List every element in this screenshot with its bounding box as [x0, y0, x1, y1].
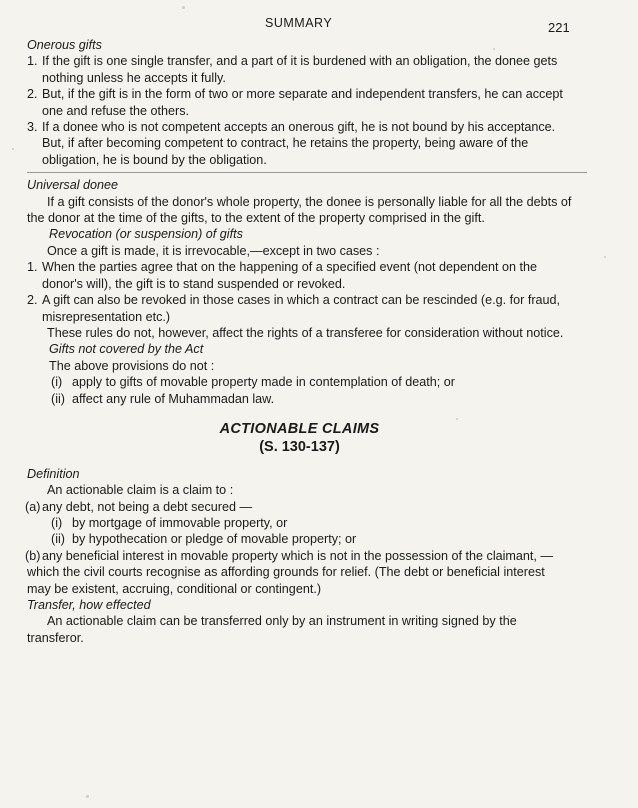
clause-letter: (b)	[25, 548, 41, 563]
item-number: 1.	[27, 54, 38, 69]
clause-a-subitem	[27, 531, 572, 547]
page-header	[0, 16, 638, 36]
running-head: SUMMARY	[265, 16, 333, 30]
item-number: (ii)	[51, 391, 65, 406]
page-content	[27, 37, 572, 646]
section-divider	[27, 172, 587, 173]
item-number: 3.	[27, 120, 38, 135]
scan-speck	[86, 795, 89, 798]
revocation-intro: Once a gift is made, it is irrevocable,—except in two cases :	[47, 243, 380, 258]
item-number: 1.	[27, 260, 38, 275]
item-number: 2.	[27, 293, 38, 308]
item-number: (i)	[51, 375, 63, 390]
onerous-item	[27, 86, 572, 119]
universal-donee-heading: Universal donee	[27, 178, 119, 193]
clause-a-subitem	[27, 515, 572, 531]
onerous-item	[27, 119, 572, 168]
not-covered-item	[27, 391, 572, 407]
definition-closing: which the civil courts recognise as affording grounds for relief. (The debt or beneficial interest may be existent, accruing, conditional or contingent.)	[27, 565, 545, 596]
section-subtitle: (S. 130-137)	[259, 439, 340, 456]
item-text: If a donee who is not competent accepts an onerous gift, he is not bound by his acceptance. But, if after becoming competent to contract, he retains the property, being aware of the obligation, he is bound by the obligation.	[42, 120, 556, 167]
onerous-gifts-heading: Onerous gifts	[27, 38, 102, 52]
scan-speck	[12, 148, 14, 150]
page-number: 221	[548, 20, 570, 35]
not-covered-heading: Gifts not covered by the Act	[49, 342, 204, 357]
revocation-heading: Revocation (or suspension) of gifts	[49, 227, 243, 242]
clause-text: any beneficial interest in movable property which is not in the possession of the claimant, —	[42, 548, 554, 563]
definition-intro: An actionable claim is a claim to :	[47, 483, 234, 498]
item-number: 2.	[27, 87, 38, 102]
scan-speck	[508, 615, 510, 617]
revocation-item	[27, 259, 572, 292]
clause-text: any debt, not being a debt secured —	[42, 499, 253, 514]
scan-speck	[604, 256, 606, 258]
transfer-heading: Transfer, how effected	[27, 598, 151, 612]
item-text: by hypothecation or pledge of movable property; or	[72, 532, 357, 547]
definition-clause-b	[27, 548, 572, 564]
item-number: (ii)	[51, 532, 65, 547]
item-text: affect any rule of Muhammadan law.	[72, 391, 275, 406]
item-text: A gift can also be revoked in those cases in which a contract can be rescinded (e.g. for fraud, misrepresentation etc.)	[42, 293, 561, 324]
item-text: apply to gifts of movable property made in contemplation of death; or	[72, 375, 455, 390]
item-text: by mortgage of immovable property, or	[72, 515, 288, 530]
item-number: (i)	[51, 515, 63, 530]
revocation-note: These rules do not, however, affect the rights of a transferee for consideration without notice.	[47, 325, 564, 340]
definition-heading: Definition	[27, 466, 80, 481]
revocation-item	[27, 292, 572, 325]
section-title: ACTIONABLE CLAIMS	[219, 420, 380, 437]
item-text: If the gift is one single transfer, and a part of it is burdened with an obligation, the donee gets nothing unless he accepts it fully.	[42, 54, 558, 85]
scan-speck	[456, 418, 458, 420]
definition-clause-a	[27, 499, 572, 515]
item-text: But, if the gift is in the form of two or more separate and independent transfers, he can accept one and refuse the others.	[42, 87, 563, 118]
transfer-paragraph: An actionable claim can be transferred only by an instrument in writing signed by the transferor.	[27, 614, 517, 645]
onerous-item	[27, 53, 572, 86]
clause-letter: (a)	[25, 499, 41, 514]
not-covered-item	[27, 374, 572, 390]
universal-donee-paragraph: If a gift consists of the donor's whole property, the donee is personally liable for all the debts of the donor at the time of the gifts, to the extent of the property comprised in the gift.	[27, 194, 572, 226]
scan-speck	[182, 6, 185, 9]
item-text: When the parties agree that on the happening of a specified event (not dependent on the donor's will), the gift is to stand suspended or revoked.	[42, 260, 538, 291]
scan-speck	[493, 48, 495, 50]
not-covered-intro: The above provisions do not :	[49, 358, 215, 373]
